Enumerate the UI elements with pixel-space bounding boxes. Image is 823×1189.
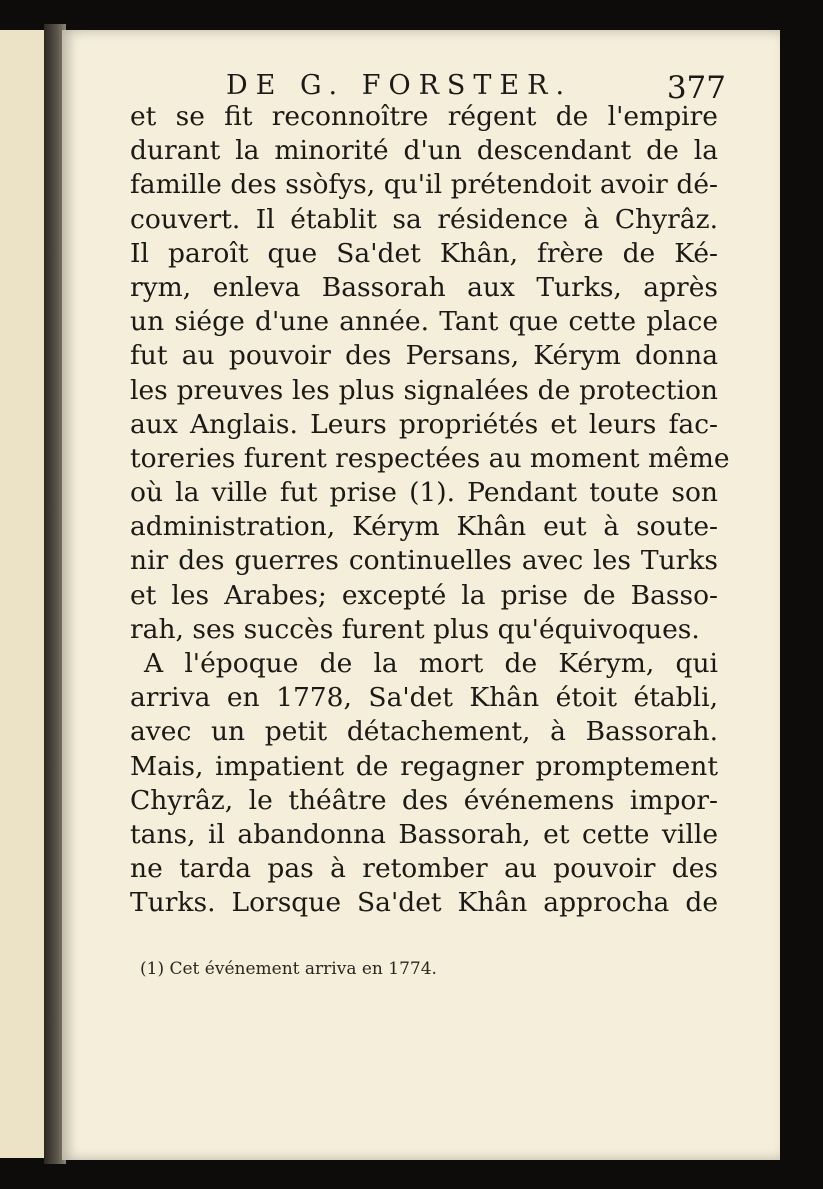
text-line: toreries furent respectées au moment même: [130, 442, 730, 474]
page-number: 377: [666, 70, 726, 106]
text-line: tans, il abandonna Bassorah, et cette ville: [130, 818, 718, 850]
text-line: ne tarda pas à retomber au pouvoir des: [130, 853, 718, 885]
text-line: nir des guerres continuelles avec les Turks: [130, 545, 718, 577]
text-line: et les Arabes; excepté la prise de Basso-: [130, 579, 718, 611]
text-line: couvert. Il établit sa résidence à Chyrâz.: [130, 203, 718, 235]
facing-page-edge: [0, 30, 46, 1158]
text-line: un siége d'une année. Tant que cette place: [130, 306, 718, 338]
text-line: Chyrâz, le théâtre des événemens impor-: [130, 784, 718, 816]
footnote: (1) Cet événement arriva en 1774.: [140, 959, 437, 979]
text-line: Turks. Lorsque Sa'det Khân approcha de: [130, 887, 718, 919]
text-line: les preuves les plus signalées de protection: [130, 374, 718, 406]
book-page: [62, 30, 780, 1160]
text-line: et se fit reconnoître régent de l'empire: [130, 101, 718, 132]
running-head-title: DE G. FORSTER.: [226, 70, 573, 101]
text-line: famille des ssòfys, qu'il prétendoit avoir dé-: [130, 169, 718, 201]
text-line: rah, ses succès furent plus qu'équivoques.: [130, 613, 700, 645]
text-line: où la ville fut prise (1). Pendant toute son: [130, 477, 718, 509]
text-line: avec un petit détachement, à Bassorah.: [130, 716, 718, 748]
text-line: Mais, impatient de regagner promptement: [130, 750, 718, 782]
text-line: administration, Kérym Khân eut à soute-: [130, 511, 718, 543]
text-line: A l'époque de la mort de Kérym, qui: [144, 648, 718, 679]
text-line: arriva en 1778, Sa'det Khân étoit établi,: [130, 682, 718, 714]
text-line: aux Anglais. Leurs propriétés et leurs fac-: [130, 408, 718, 440]
text-line: rym, enleva Bassorah aux Turks, après: [130, 271, 718, 303]
text-line: fut au pouvoir des Persans, Kérym donna: [130, 340, 718, 372]
text-line: Il paroît que Sa'det Khân, frère de Ké-: [130, 237, 718, 269]
body-text: [130, 100, 730, 921]
text-line: durant la minorité d'un descendant de la: [130, 135, 718, 167]
